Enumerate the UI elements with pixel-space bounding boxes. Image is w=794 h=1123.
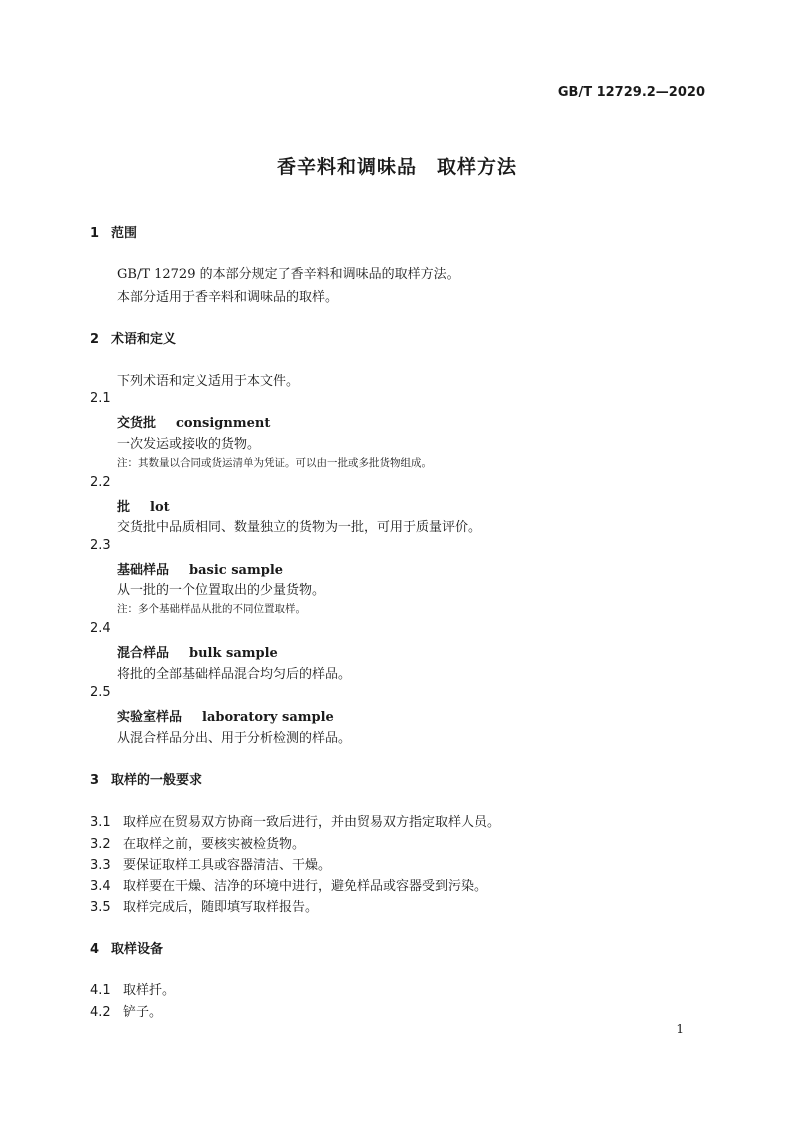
section-1-paragraph-1: GB/T 12729 的本部分规定了香辛料和调味品的取样方法。 xyxy=(117,267,460,282)
section-2-heading xyxy=(90,328,176,347)
term-2-2 xyxy=(117,496,170,515)
clause-3-3-text: 要保证取样工具或容器清洁、干燥。 xyxy=(123,858,332,873)
term-2-2-number: 2.2 xyxy=(90,475,111,490)
term-2-1-en: consignment xyxy=(176,416,271,431)
clause-3-5 xyxy=(90,896,318,915)
clause-3-3 xyxy=(90,854,331,873)
section-1-number: 1 xyxy=(90,226,100,241)
clause-4-2-number: 4.2 xyxy=(90,1005,111,1020)
section-2-title: 术语和定义 xyxy=(111,332,177,347)
term-2-5-zh: 实验室样品 xyxy=(117,710,183,725)
term-2-1-zh: 交货批 xyxy=(117,416,157,431)
clause-4-1 xyxy=(90,979,175,998)
clause-3-4-number: 3.4 xyxy=(90,879,111,894)
page-number: 1 xyxy=(676,1022,684,1036)
section-1-heading xyxy=(90,222,137,241)
section-2-intro: 下列术语和定义适用于本文件。 xyxy=(117,374,300,389)
standard-code: GB/T 12729.2—2020 xyxy=(557,85,705,100)
term-2-3-en: basic sample xyxy=(189,563,284,578)
clause-3-5-text: 取样完成后，随即填写取样报告。 xyxy=(123,900,319,915)
term-2-3 xyxy=(117,559,283,578)
clause-3-3-number: 3.3 xyxy=(90,858,111,873)
term-2-4-zh: 混合样品 xyxy=(117,646,170,661)
section-4-number: 4 xyxy=(90,942,100,957)
term-2-2-definition: 交货批中品质相同、数量独立的货物为一批，可用于质量评价。 xyxy=(117,520,482,535)
section-3-heading xyxy=(90,769,202,788)
section-4-heading xyxy=(90,938,163,957)
clause-3-2 xyxy=(90,833,305,852)
term-2-4 xyxy=(117,642,278,661)
term-2-1 xyxy=(117,412,270,431)
section-3-title: 取样的一般要求 xyxy=(111,773,203,788)
term-2-5-definition: 从混合样品分出、用于分析检测的样品。 xyxy=(117,731,352,746)
clause-4-1-text: 取样扦。 xyxy=(123,983,176,998)
clause-3-4-text: 取样要在干燥、洁净的环境中进行，避免样品或容器受到污染。 xyxy=(123,879,488,894)
section-3-number: 3 xyxy=(90,773,100,788)
clause-3-1-text: 取样应在贸易双方协商一致后进行，并由贸易双方指定取样人员。 xyxy=(123,815,501,830)
term-2-4-number: 2.4 xyxy=(90,621,111,636)
clause-4-2-text: 铲子。 xyxy=(123,1005,163,1020)
section-4-title: 取样设备 xyxy=(111,942,164,957)
term-2-1-note: 注：其数量以合同或货运清单为凭证。可以由一批或多批货物组成。 xyxy=(117,457,432,469)
term-2-5-number: 2.5 xyxy=(90,685,111,700)
term-2-2-en: lot xyxy=(150,500,170,515)
document-title: 香辛料和调味品 取样方法 xyxy=(276,156,517,178)
term-2-1-definition: 一次发运或接收的货物。 xyxy=(117,437,261,452)
clause-4-2 xyxy=(90,1001,162,1020)
term-2-3-definition: 从一批的一个位置取出的少量货物。 xyxy=(117,583,326,598)
term-2-5 xyxy=(117,706,334,725)
clause-3-5-number: 3.5 xyxy=(90,900,111,915)
section-1-title: 范围 xyxy=(111,226,138,241)
term-2-1-number: 2.1 xyxy=(90,391,111,406)
term-2-2-zh: 批 xyxy=(117,500,131,515)
clause-3-4 xyxy=(90,875,487,894)
clause-3-1 xyxy=(90,811,500,830)
clause-3-2-text: 在取样之前，要核实被检货物。 xyxy=(123,837,306,852)
clause-3-2-number: 3.2 xyxy=(90,837,111,852)
term-2-5-en: laboratory sample xyxy=(202,710,334,725)
term-2-3-note: 注：多个基础样品从批的不同位置取样。 xyxy=(117,603,306,615)
term-2-4-en: bulk sample xyxy=(189,646,278,661)
section-1-paragraph-2: 本部分适用于香辛料和调味品的取样。 xyxy=(117,290,339,305)
term-2-3-number: 2.3 xyxy=(90,538,111,553)
term-2-3-zh: 基础样品 xyxy=(117,563,170,578)
section-2-number: 2 xyxy=(90,332,100,347)
term-2-4-definition: 将批的全部基础样品混合均匀后的样品。 xyxy=(117,667,352,682)
clause-4-1-number: 4.1 xyxy=(90,983,111,998)
clause-3-1-number: 3.1 xyxy=(90,815,111,830)
